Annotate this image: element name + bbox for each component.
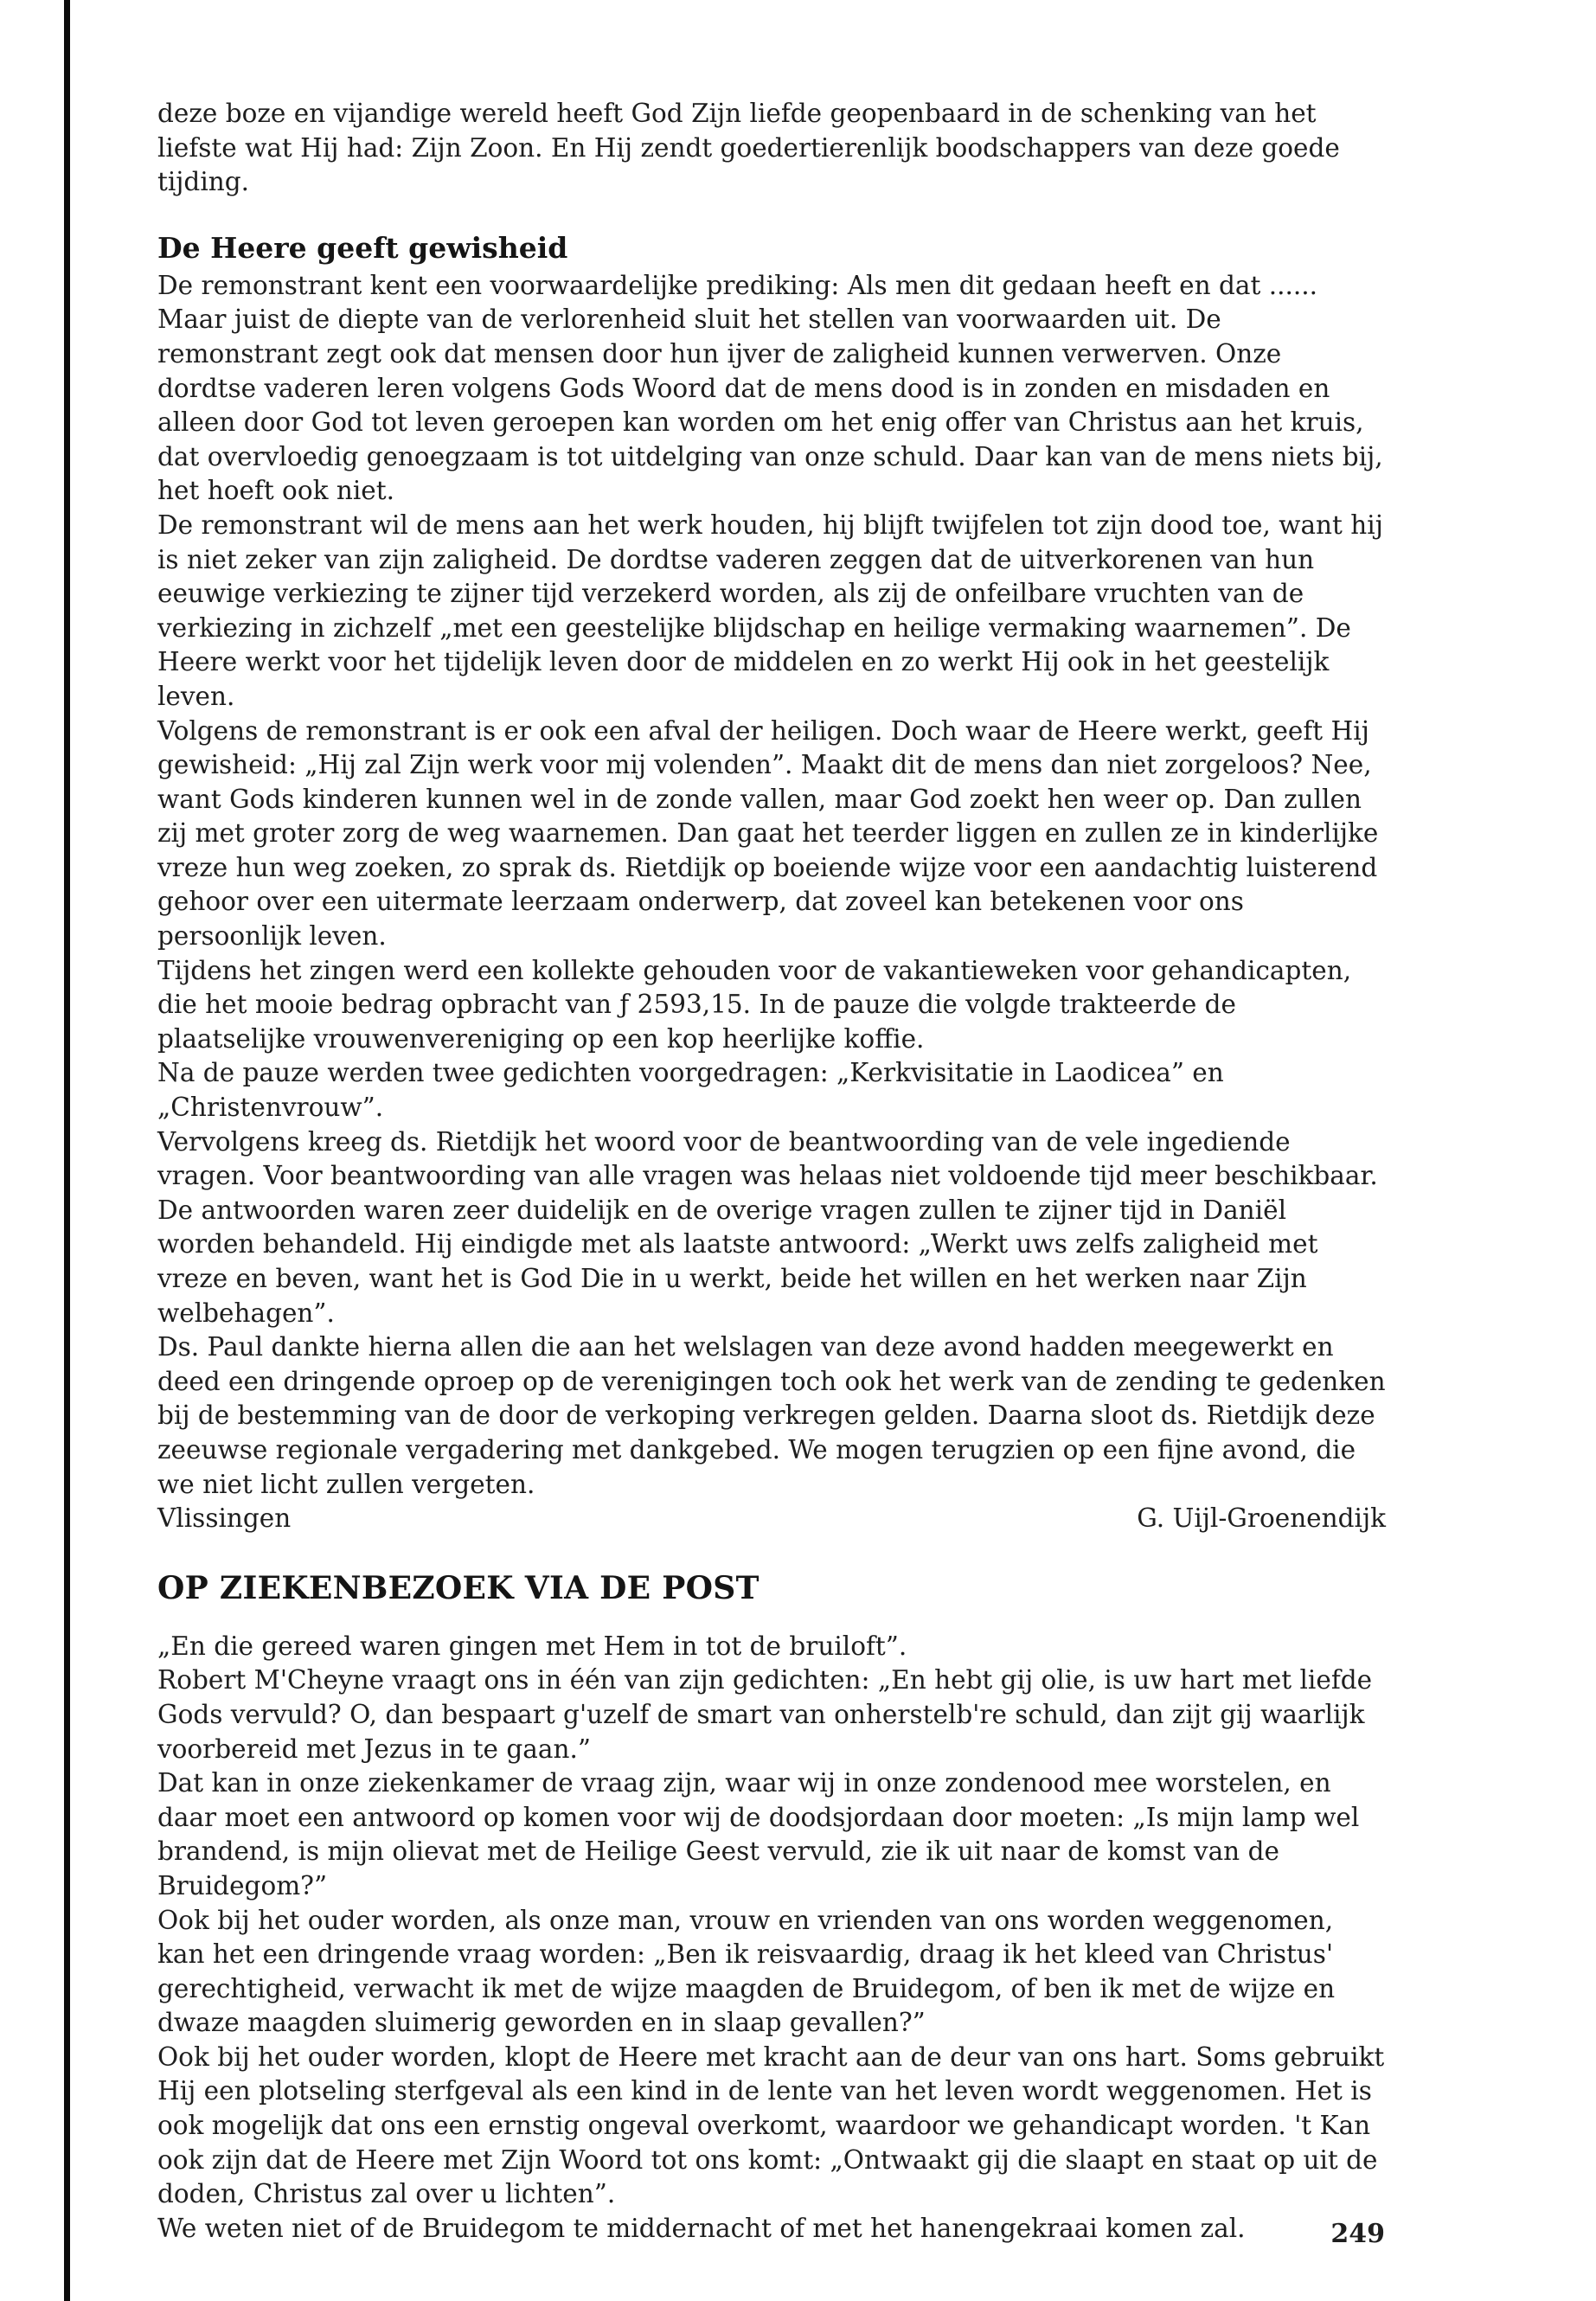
article-title: OP ZIEKENBEZOEK VIA DE POST <box>157 1569 760 1606</box>
body-paragraph: Volgens de remonstrant is er ook een afval der heiligen. Doch waar de Heere werkt, geeft Hij gewisheid: „Hij zal Zijn werk voor mij volenden”. Maakt dit de mens dan niet zorgeloos? Nee, want Gods kinderen kunnen wel in de zonde vallen, maar God zoekt hen weer op. Dan zullen zij met groter zorg de weg waarnemen. Dan gaat het teerder liggen en zullen ze in kinderlijke vreze hun weg zoeken, zo sprak ds. Rietdijk op boeiende wijze voor een aandachtig luisterend gehoor over een uitermate leerzaam onderwerp, dat zoveel kan betekenen voor ons persoonlijk leven. <box>157 715 1379 952</box>
body-paragraph: Ook bij het ouder worden, als onze man, vrouw en vrienden van ons worden weggenomen, kan het een dringende vraag worden: „Ben ik reisvaardig, draag ik het kleed van Christus' gerechtigheid, verwacht ik met de wijze maagden de Bruidegom, of ben ik met de wijze en dwaze maagden sluimerig geworden en in slaap gevallen?” <box>157 1905 1336 2038</box>
body-paragraph: De remonstrant wil de mens aan het werk houden, hij blijft twijfelen tot zijn dood toe, want hij is niet zeker van zijn zaligheid. De dordtse vaderen zeggen dat de uitverkorenen van hun eeuwige verkiezing te zijner tijd verzekerd worden, als zij de onfeilbare vruchten van de verkiezing in zichzelf „met een geestelijke blijdschap en heilige vermaking waarnemen”. De Heere werkt voor het tijdelijk leven door de middelen en zo werkt Hij ook in het geestelijk leven. <box>157 510 1383 711</box>
body-paragraph: Na de pauze werden twee gedichten voorgedragen: „Kerkvisitatie in Laodicea” en „Christenvrouw”. <box>157 1058 1224 1123</box>
section-heading: De Heere geeft gewisheid <box>157 230 568 265</box>
body-paragraph: Vervolgens kreeg ds. Rietdijk het woord voor de beantwoording van de vele ingediende vragen. Voor beantwoording van alle vragen was helaas niet voldoende tijd meer beschikbaar. De antwoorden waren zeer duidelijk en de overige vragen zullen te zijner tijd in Daniël worden behandeld. Hij eindigde met als laatste antwoord: „Werkt uws zelfs zaligheid met vreze en beven, want het is God Die in u werkt, beide het willen en het werken naar Zijn welbehagen”. <box>157 1126 1378 1328</box>
quote-paragraph: „En die gereed waren gingen met Hem in tot de bruiloft”. <box>157 1631 907 1661</box>
body-paragraph: Dat kan in onze ziekenkamer de vraag zijn, waar wij in onze zondenood mee worstelen, en daar moet een antwoord op komen voor wij de doodsjordaan door moeten: „Is mijn lamp wel brandend, is mijn olievat met de Heilige Geest vervuld, zie ik uit naar de komst van de Bruidegom?” <box>157 1768 1360 1900</box>
body-paragraph: We weten niet of de Bruidegom te middernacht of met het hanengekraai komen zal. <box>157 2213 1246 2243</box>
signature-line <box>157 1502 1386 1536</box>
article-intro-paragraph: deze boze en vijandige wereld heeft God Zijn liefde geopenbaard in de schenking van het liefste wat Hij had: Zijn Zoon. En Hij zendt goedertierenlijk boodschappers van deze goede tijding. <box>157 99 1340 197</box>
body-paragraph: Ds. Paul dankte hierna allen die aan het welslagen van deze avond hadden meegewerkt en deed een dringende oproep op de verenigingen toch ook het werk van de zending te gedenken bij de bestemming van de door de verkoping verkregen gelden. Daarna sloot ds. Rietdijk deze zeeuwse regionale vergadering met dankgebed. We mogen terugzien op een fijne avond, die we niet licht zullen vergeten. <box>157 1332 1386 1499</box>
signature-author: G. Uijl-Groenendijk <box>1137 1503 1386 1534</box>
signature-place: Vlissingen <box>157 1503 292 1534</box>
body-paragraph: De remonstrant kent een voorwaardelijke prediking: Als men dit gedaan heeft en dat ...... Maar juist de diepte van de verlorenheid sluit het stellen van voorwaarden uit. De remonstrant zegt ook dat mensen door hun ijver de zaligheid kunnen verwerven. Onze dordtse vaderen leren volgens Gods Woord dat de mens dood is in zonden en misdaden en alleen door God tot leven geroepen kan worden om het enig offer van Christus aan het kruis, dat overvloedig genoegzaam is tot uitdelging van onze schuld. Daar kan van de mens niets bij, het hoeft ook niet. <box>157 270 1383 506</box>
body-paragraph: Robert M'Cheyne vraagt ons in één van zijn gedichten: „En hebt gij olie, is uw hart met liefde Gods vervuld? O, dan bespaart g'uzelf de smart van onherstelb're schuld, dan zijt gij waarlijk voorbereid met Jezus in te gaan.” <box>157 1665 1373 1764</box>
page-number: 249 <box>1330 2219 1385 2249</box>
binding-margin-rule <box>64 0 70 2301</box>
body-paragraph: Ook bij het ouder worden, klopt de Heere met kracht aan de deur van ons hart. Soms gebruikt Hij een plotseling sterfgeval als een kind in de lente van het leven wordt weggenomen. Het is ook mogelijk dat ons een ernstig ongeval overkomt, waardoor we gehandicapt worden. 't Kan ook zijn dat de Heere met Zijn Woord tot ons komt: „Ontwaakt gij die slaapt en staat op uit de doden, Christus zal over u lichten”. <box>157 2041 1385 2209</box>
body-paragraph: Tijdens het zingen werd een kollekte gehouden voor de vakantieweken voor gehandicapten, die het mooie bedrag opbracht van ƒ 2593,15. In de pauze die volgde trakteerde de plaatselijke vrouwenvereniging op een kop heerlijke koffie. <box>157 955 1352 1054</box>
document-page <box>157 97 1386 2246</box>
